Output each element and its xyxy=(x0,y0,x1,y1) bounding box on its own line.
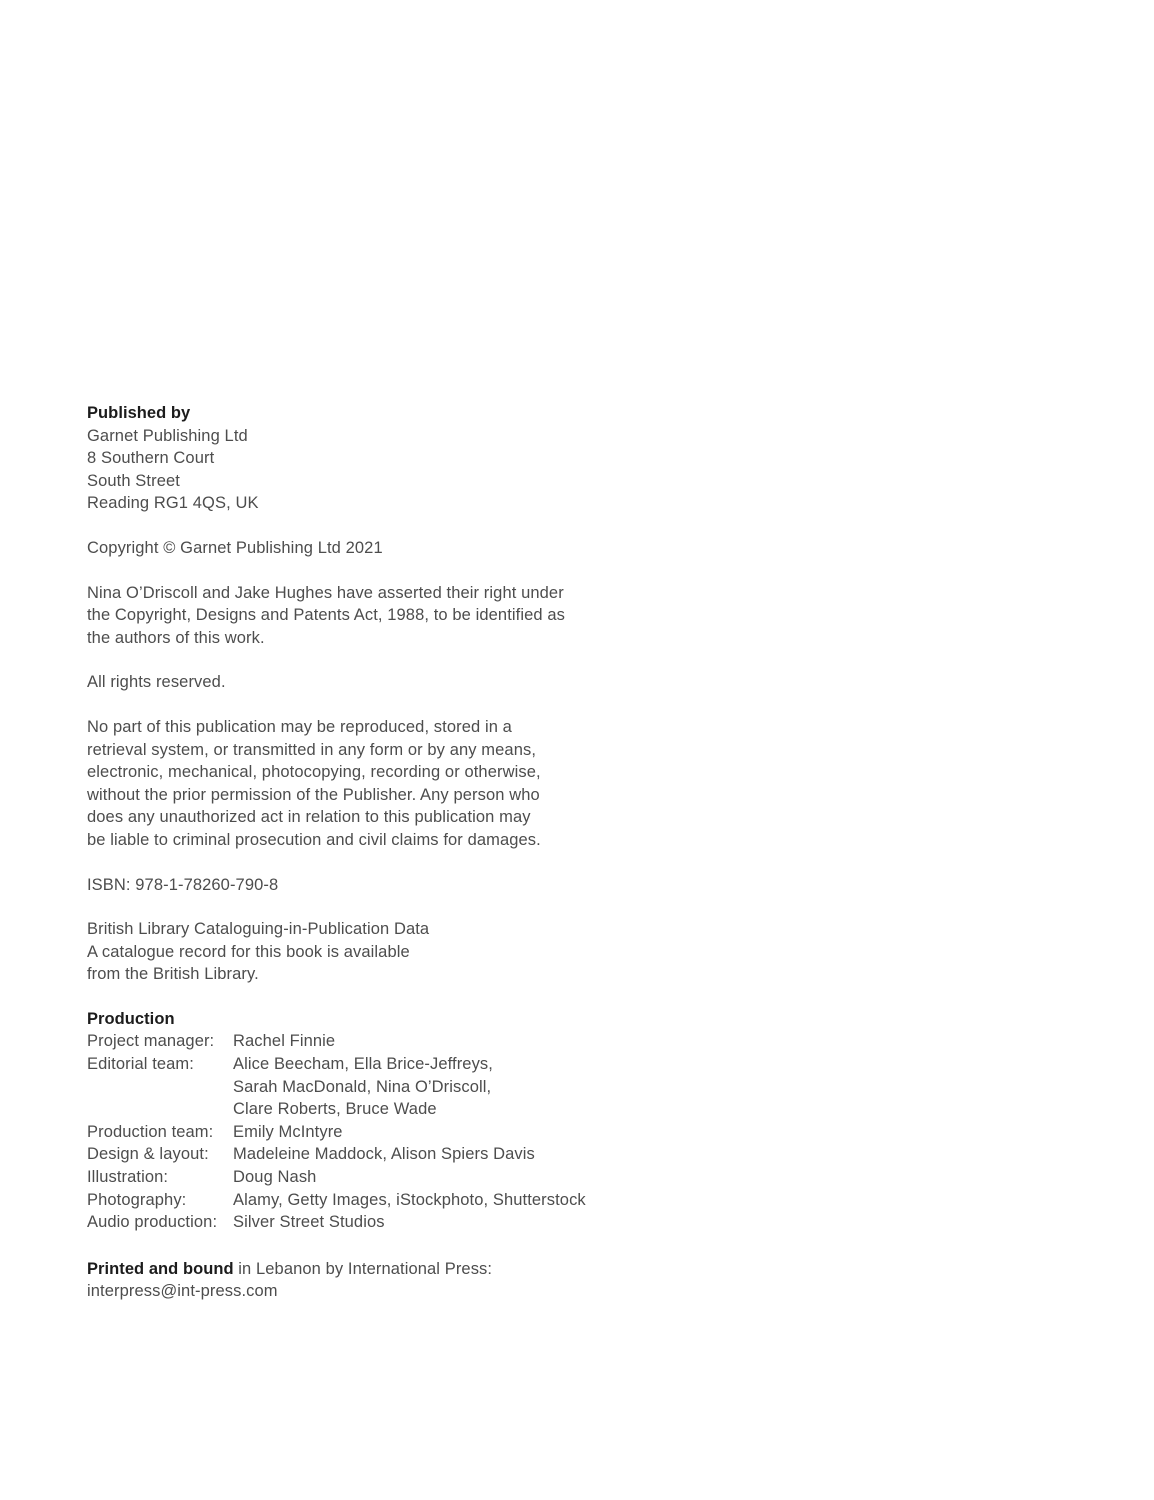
publisher-address-line-3: Reading RG1 4QS, UK xyxy=(87,494,259,513)
credit-value-line: Sarah MacDonald, Nina O’Driscoll, xyxy=(233,1077,492,1096)
cataloguing-block xyxy=(87,918,627,986)
isbn-block xyxy=(87,874,627,897)
reproduction-notice-block xyxy=(87,716,627,852)
cataloguing-line-3: from the British Library. xyxy=(87,965,259,984)
table-row xyxy=(87,1143,586,1166)
credit-value-production-team xyxy=(233,1121,586,1144)
credit-label-design-layout: Design & layout: xyxy=(87,1145,209,1164)
credit-value-audio-production xyxy=(233,1211,586,1234)
credit-value-project-manager xyxy=(233,1030,586,1053)
credit-value-illustration xyxy=(233,1166,586,1189)
reproduction-notice-line-4: without the prior permission of the Publisher. Any person who xyxy=(87,785,540,804)
credit-value-line: Alamy, Getty Images, iStockphoto, Shutterstock xyxy=(233,1190,586,1209)
credit-value-editorial-team xyxy=(233,1053,586,1121)
rights-reserved-block xyxy=(87,671,627,694)
colophon-text-block xyxy=(87,402,627,1303)
isbn-line: ISBN: 978-1-78260-790-8 xyxy=(87,875,279,894)
table-row xyxy=(87,1189,586,1212)
printed-and-bound-label: Printed and bound xyxy=(87,1259,234,1278)
assertion-line-3: the authors of this work. xyxy=(87,628,265,647)
printed-and-bound-rest: in Lebanon by International Press: xyxy=(233,1259,493,1278)
credit-value-line: Alice Beecham, Ella Brice-Jeffreys, xyxy=(233,1055,493,1074)
credit-value-photography xyxy=(233,1189,586,1212)
printed-and-bound-line xyxy=(87,1258,627,1281)
credit-value-line: Madeleine Maddock, Alison Spiers Davis xyxy=(233,1145,535,1164)
credit-label-audio-production: Audio production: xyxy=(87,1213,218,1232)
publisher-block xyxy=(87,402,627,515)
credit-value-line: Clare Roberts, Bruce Wade xyxy=(233,1100,437,1119)
table-row xyxy=(87,1166,586,1189)
printed-and-bound-block xyxy=(87,1258,627,1303)
reproduction-notice-line-1: No part of this publication may be reproduced, stored in a xyxy=(87,717,512,736)
table-row xyxy=(87,1211,586,1234)
publisher-name: Garnet Publishing Ltd xyxy=(87,426,248,445)
copyright-line: Copyright © Garnet Publishing Ltd 2021 xyxy=(87,538,383,557)
cataloguing-line-2: A catalogue record for this book is available xyxy=(87,942,410,961)
table-row xyxy=(87,1053,586,1121)
cataloguing-line-1: British Library Cataloguing-in-Publication Data xyxy=(87,920,430,939)
credit-value-line: Silver Street Studios xyxy=(233,1213,385,1232)
credit-label-project-manager: Project manager: xyxy=(87,1032,215,1051)
credit-value-line: Doug Nash xyxy=(233,1168,317,1187)
publisher-address-line-1: 8 Southern Court xyxy=(87,449,215,468)
publisher-address-line-2: South Street xyxy=(87,471,180,490)
table-row xyxy=(87,1121,586,1144)
credit-value-design-layout xyxy=(233,1143,586,1166)
credit-label-editorial-team: Editorial team: xyxy=(87,1055,194,1074)
credit-value-line: Emily McIntyre xyxy=(233,1122,343,1141)
published-by-heading: Published by xyxy=(87,404,191,422)
reproduction-notice-line-3: electronic, mechanical, photocopying, recording or otherwise, xyxy=(87,763,541,782)
assertion-line-1: Nina O’Driscoll and Jake Hughes have asserted their right under xyxy=(87,583,564,602)
assertion-line-2: the Copyright, Designs and Patents Act, 1988, to be identified as xyxy=(87,606,565,625)
reproduction-notice-line-2: retrieval system, or transmitted in any form or by any means, xyxy=(87,740,537,759)
production-heading: Production xyxy=(87,1009,175,1028)
copyright-block xyxy=(87,537,627,560)
reproduction-notice-line-5: does any unauthorized act in relation to this publication may xyxy=(87,808,531,827)
reproduction-notice-line-6: be liable to criminal prosecution and civil claims for damages. xyxy=(87,830,541,849)
credit-label-photography: Photography: xyxy=(87,1190,187,1209)
table-row xyxy=(87,1030,586,1053)
printer-email: interpress@int-press.com xyxy=(87,1282,278,1301)
author-assertion-block xyxy=(87,582,627,650)
production-block xyxy=(87,1008,627,1234)
credit-value-line: Rachel Finnie xyxy=(233,1032,336,1051)
credit-label-illustration: Illustration: xyxy=(87,1168,169,1187)
production-credits-table xyxy=(87,1030,586,1233)
credit-label-production-team: Production team: xyxy=(87,1122,214,1141)
rights-reserved-line: All rights reserved. xyxy=(87,673,226,692)
